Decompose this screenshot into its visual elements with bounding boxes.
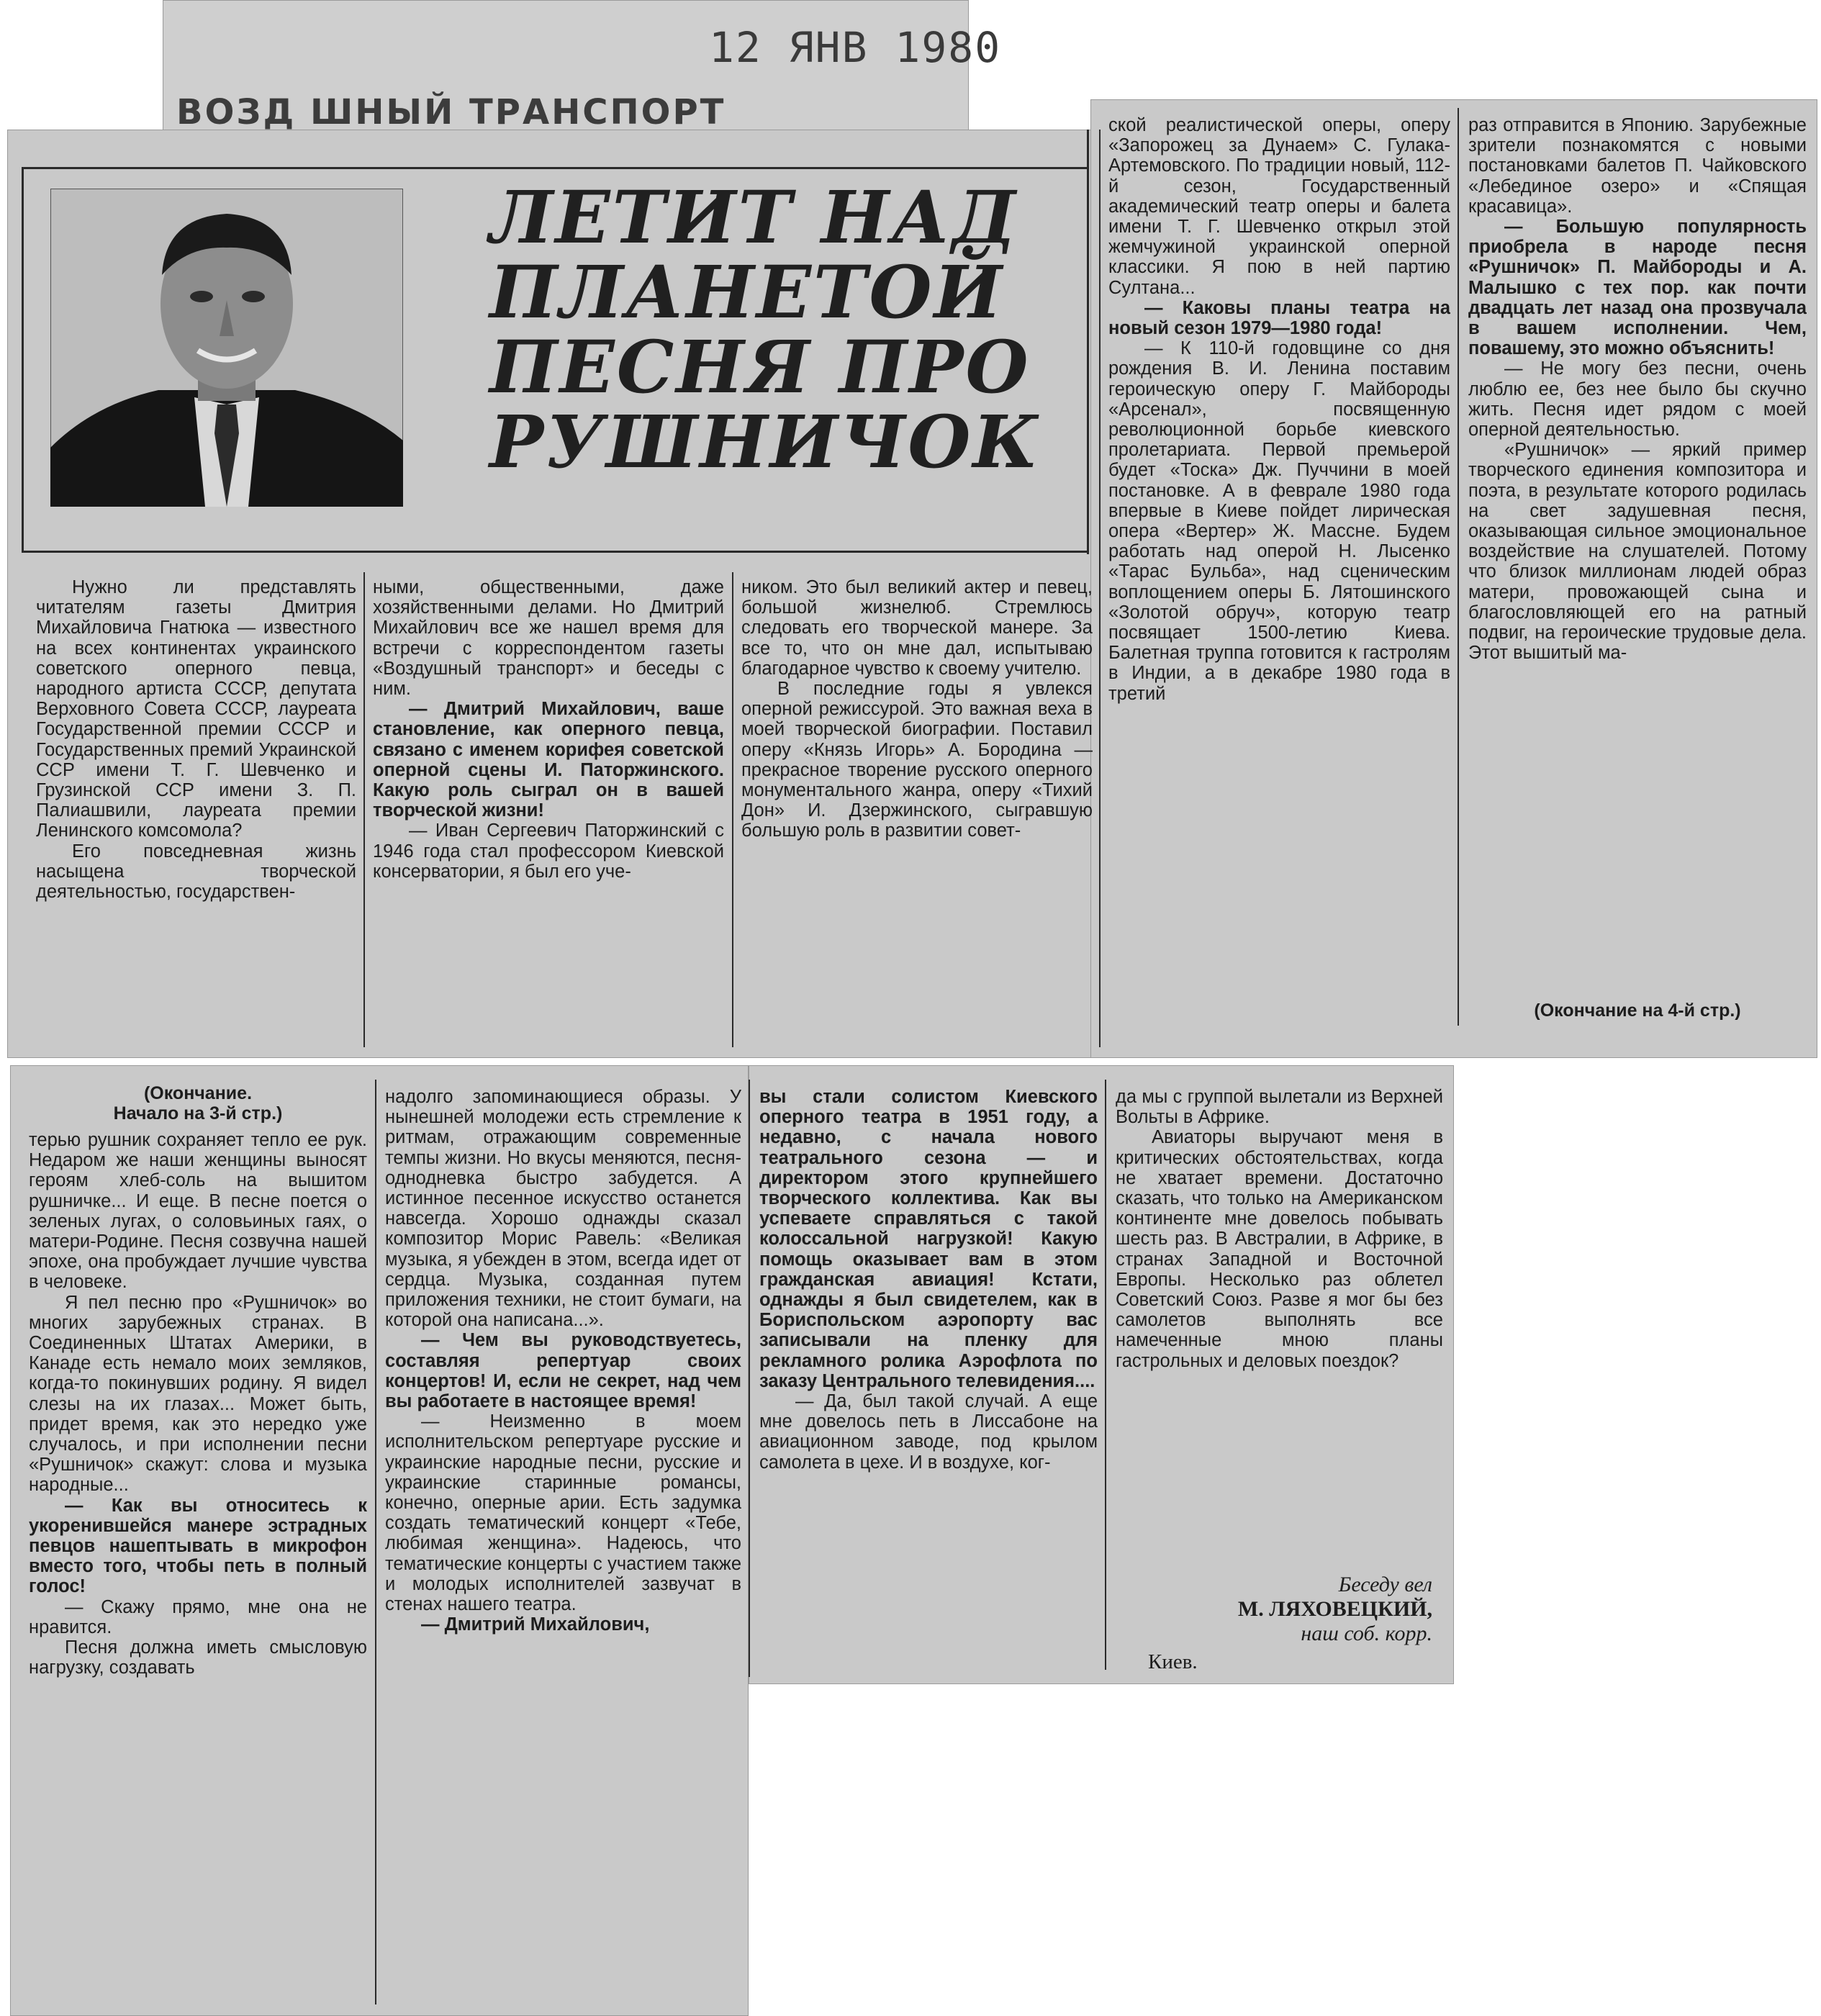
newspaper-masthead: ВОЗД ШНЫЙ ТРАНСПОРТ [176, 92, 726, 132]
article-column [1108, 115, 1450, 1047]
continued-subtitle: Начало на 3-й стр.) [113, 1103, 283, 1124]
article-paragraph: ской реалистической оперы, оперу «Запорожец за Дунаем» С. Гулака-Артемовского. По традиции новый, 112-й сезон, Государственный академический театр оперы и балета имени Т. Г. Шевченко открыл этой жемчужиной украинской оперной классики. Я пою в ней партию Султана... [1108, 115, 1450, 298]
article-paragraph: Авиаторы выручают меня в критических обстоятельствах, когда не хватает времени. Достаточно сказать, что только на Американском континенте мне довелось побывать шесть раз. В Австралии, в Африке, в странах Западной и Восточной Европы. Несколько раз облетел Советский Союз. Разве я мог бы без самолетов выполнять все намеченные мною планы гастрольных и деловых поездок? [1116, 1127, 1443, 1371]
column-rule [732, 572, 733, 1047]
byline-role: наш соб. корр. [1301, 1622, 1432, 1645]
article-paragraph: Его повседневная жизнь насыщена творческой деятельностью, государствен- [36, 841, 356, 903]
byline-name: М. ЛЯХОВЕЦКИЙ, [1237, 1597, 1432, 1621]
article-column [29, 1130, 367, 2015]
article-column [741, 577, 1093, 1049]
byline [1123, 1573, 1432, 1646]
article-column [1468, 115, 1807, 1000]
interview-question: — Чем вы руководствуетесь, составляя репертуар своих концертов! И, если не секрет, над чем вы работаете в настоящее время! [385, 1330, 741, 1412]
article-paragraph: ными, общественными, даже хозяйственными делами. Но Дмитрий Михайлович все же нашел время для встречи с корреспондентом газеты «Воздушный транспорт» и беседы с ним. [373, 577, 724, 700]
article-paragraph: раз отправится в Японию. Зарубежные зрители познакомятся с новыми постановками балетов П. Чайковского «Лебединое озеро» и «Спящая красавица». [1468, 115, 1807, 217]
portrait-photo [50, 189, 403, 507]
continued-from-note [29, 1083, 367, 1124]
article-column [759, 1087, 1098, 1677]
frame-line [22, 551, 1088, 553]
article-column [1116, 1087, 1443, 1569]
interview-question: — Большую популярность приобрела в народе песня «Рушничок» П. Майбороды и А. Малышко с тех пор. как почти двадцать лет назад она прозвучала в вашем исполнении. Чем, повашему, это можно объяснить! [1468, 217, 1807, 359]
article-paragraph: — К 110-й годовщине со дня рождения В. И. Ленина поставим героическую оперу Г. Майбороды «Арсенал», посвященную революционной борьбе киевского пролетариата. Первой премьерой будет «Тоска» Дж. Пуччини в моей постановке. А в феврале 1980 года впервые в Киеве пойдет лирическая опера «Вертер» Ж. Массне. Будем работать над оперой Н. Лысенко «Тарас Бульба», над сценическим воплощением оперы Б. Лятошинского «Золотой обруч», которую театр посвящает 1500-летию Киева. Балетная труппа готовится к гастролям в Индии, а в декабре 1980 года в третий [1108, 338, 1450, 704]
column-rule [1105, 1080, 1106, 1670]
byline-lead: Беседу вел [1338, 1573, 1432, 1596]
article-paragraph: «Рушничок» — яркий пример творческого единения композитора и поэта, в результате которого родилась на свет задушевная песня, оказывающая сильное эмоциональное воздействие на слушателей. Потому что близок миллионам людей образ матери, провожающей сына и благословляющей его на ратный подвиг, на героические трудовые дела. Этот вышитый ма- [1468, 440, 1807, 664]
article-paragraph: терью рушник сохраняет тепло ее рук. Недаром же наши женщины выносят героям хлеб-соль на вышитом рушничке... И еще. В песне поется о зеленых лугах, о соловьиных гаях, о матери-Родине. Песня созвучна нашей эпохе, она пробуждает лучшие чувства в человеке. [29, 1130, 367, 1293]
headline [489, 175, 1094, 484]
frame-line [1087, 130, 1089, 554]
column-rule [363, 572, 365, 1047]
article-paragraph: В последние годы я увлекся оперной режиссурой. Это важная веха в моей творческой биографии. Поставил оперу «Князь Игорь» А. Бородина — прекрасное творение русского оперного монументального жанра, оперу «Тихий Дон» И. Дзержинского, сыгравшую большую роль в развитии совет- [741, 679, 1093, 841]
article-paragraph: Нужно ли представлять читателям газеты Дмитрия Михайловича Гнатюка — известного на всех континентах украинского советского оперного певца, народного артиста СССР, депутата Верховного Совета СССР, лауреата Государственной премии СССР и Государственных премий Украинской ССР имени Т. Г. Шевченко и Грузинской ССР имени З. П. Палиашвили, лауреата премии Ленинского комсомола? [36, 577, 356, 841]
article-column [36, 577, 356, 1049]
continued-title: (Окончание. [143, 1083, 253, 1103]
interview-question: вы стали солистом Киевского оперного театра в 1951 году, а недавно, с начала нового театрального сезона — и директором этого крупнейшего творческого коллектива. Как вы успеваете справляться с такой колоссальной нагрузкой! Какую помощь оказывает вам в этом гражданская авиация! Кстати, однажды я был свидетелем, как в Бориспольском аэропорту вас записывали на пленку для рекламного ролика Аэрофлота по заказу Центрального телевидения.... [759, 1087, 1098, 1391]
article-paragraph: да мы с группой вылетали из Верхней Вольты в Африке. [1116, 1087, 1443, 1128]
column-rule [1458, 108, 1459, 1026]
frame-line [22, 167, 24, 552]
column-rule [749, 1080, 750, 1677]
interview-question: — Как вы относитесь к укоренившейся манере эстрадных певцов нашептывать в микрофон вместо того, чтобы петь в полный голос! [29, 1495, 367, 1597]
interview-question: — Дмитрий Михайлович, [421, 1614, 650, 1635]
article-column [385, 1087, 741, 2015]
interview-question: — Дмитрий Михайлович, ваше становление, как оперного певца, связано с именем корифея советской оперной сцены И. Паторжинского. Какую роль сыграл он в вашей творческой жизни! [373, 699, 724, 821]
headline-line: ЛЕТИТ НАД [489, 175, 1018, 260]
article-paragraph: надолго запоминающиеся образы. У нынешней молодежи есть стремление к ритмам, отражающим современные темпы жизни. Но вкусы меняются, песня-однодневка быстро забудется. А истинное песенное искусство останется навсегда. Хорошо однажды сказал композитор Морис Равель: «Великая музыка, я убежден в этом, всегда идет от сердца. Музыка, созданная путем приложения техники, не стоит бумаги, на которой она написана...». [385, 1087, 741, 1331]
article-paragraph: Песня должна иметь смысловую нагрузку, создавать [29, 1637, 367, 1678]
date-stamp: 12 ЯНВ 1980 [709, 23, 1002, 72]
continued-note: (Окончание на 4-й стр.) [1534, 1000, 1741, 1021]
column-rule [1099, 130, 1101, 1047]
headline-line: ПЕСНЯ ПРО [489, 325, 1031, 410]
article-column [373, 577, 724, 1049]
dateline-city: Киев. [1148, 1650, 1198, 1673]
article-paragraph: — Неизменно в моем исполнительском репертуаре русские и украинские народные песни, русские и украинские старинные романсы, конечно, оперные арии. Есть задумка создать тематический концерт «Тебе, любимая женщина». Надеюсь, что тематические концерты с участием также и молодых исполнителей зазвучат в стенах нашего театра. [385, 1411, 741, 1615]
column-rule [375, 1080, 376, 2004]
article-paragraph: — Скажу прямо, мне она не нравится. [29, 1596, 367, 1637]
article-paragraph: — Иван Сергеевич Паторжинский с 1946 года стал профессором Киевской консерватории, я был его уче- [373, 821, 724, 882]
article-paragraph: Я пел песню про «Рушничок» во многих зарубежных странах. В Соединенных Штатах Америки, в Канаде есть немало моих земляков, когда-то покинувших родину. Я видел слезы на их глазах... Может быть, придет время, как это нередко уже случалось, и при исполнении песни «Рушничок» скажут: слова и музыка народные... [29, 1292, 367, 1496]
interview-question: — Каковы планы театра на новый сезон 1979—1980 года! [1108, 297, 1450, 339]
frame-line [22, 167, 1088, 169]
headline-line: РУШНИЧОК [489, 399, 1041, 484]
article-paragraph: ником. Это был великий актер и певец, большой жизнелюб. Стремлюсь следовать его творческой манере. За все то, что он мне дал, испытываю благодарное чувство к своему учителю. [741, 577, 1093, 679]
torn-corner [749, 1684, 1468, 2016]
article-paragraph: — Да, был такой случай. А еще мне довелось петь в Лиссабоне на авиационном заводе, под крылом самолета в цехе. И в воздухе, ког- [759, 1391, 1098, 1473]
headline-line: ПЛАНЕТОЙ [489, 250, 1005, 335]
article-paragraph: — Не могу без песни, очень люблю ее, без нее было бы скучно жить. Песня идет рядом с моей оперной деятельностью. [1468, 358, 1807, 440]
